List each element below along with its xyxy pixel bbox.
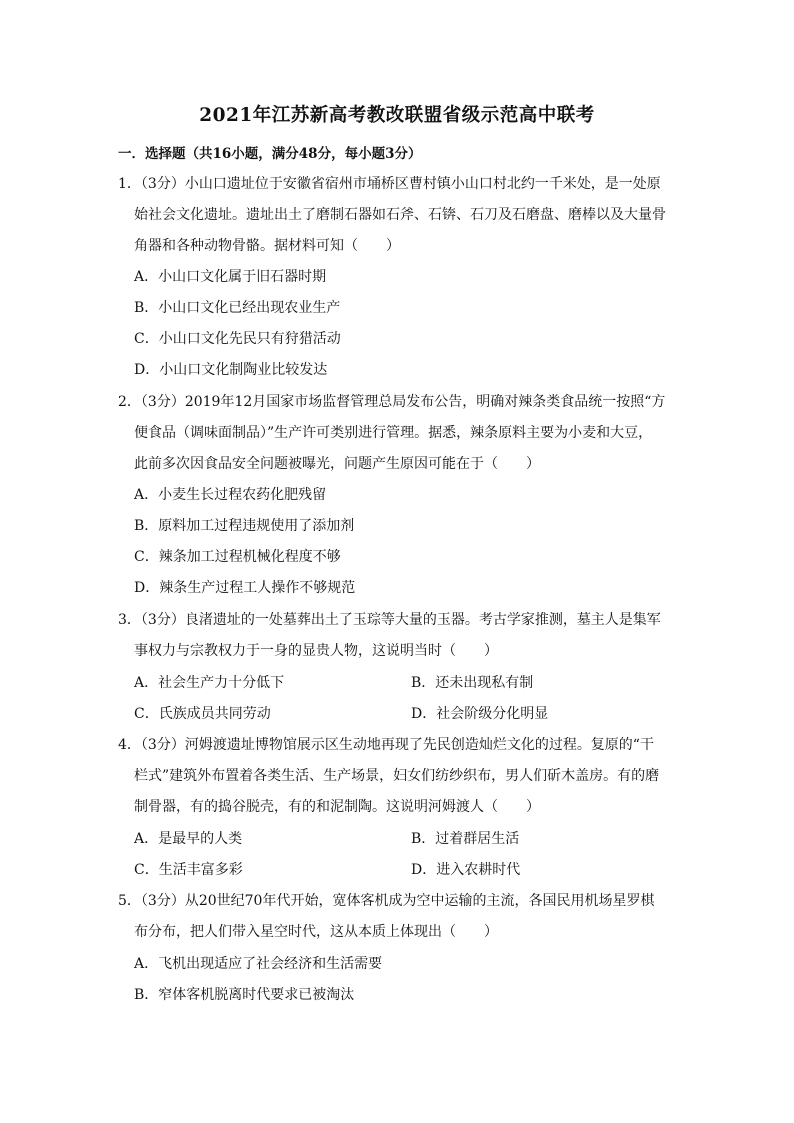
question-4-line-3: 制骨器，有的捣谷脱壳，有的和泥制陶。这说明河姆渡人（ ） <box>134 799 540 815</box>
question-1-option-b[interactable]: B．小山口文化已经出现农业生产 <box>134 300 341 316</box>
question-4-line-2: 栏式”建筑外布置着各类生活、生产场景，妇女们纺纱织布，男人们斫木盖房。有的磨 <box>134 768 660 784</box>
question-3-option-d[interactable]: D．社会阶级分化明显 <box>411 706 549 722</box>
question-3-line-2: 事权力与宗教权力于一身的显贵人物，这说明当时（ ） <box>134 643 498 659</box>
question-2-option-b[interactable]: B．原料加工过程违规使用了添加剂 <box>134 518 355 534</box>
question-1-option-c[interactable]: C．小山口文化先民只有狩猎活动 <box>134 331 341 347</box>
question-1-line-2: 始社会文化遗址。遗址出土了磨制石器如石斧、石锛、石刀及石磨盘、磨棒以及大量骨 <box>134 207 666 223</box>
question-4-option-a[interactable]: A．是最早的人类 <box>134 831 243 847</box>
question-2-option-c[interactable]: C．辣条加工过程机械化程度不够 <box>134 549 341 565</box>
question-2-option-a[interactable]: A．小麦生长过程农药化肥残留 <box>134 487 327 503</box>
question-5-line-1: 5．（3分）从20世纪70年代开始，宽体客机成为空中运输的主流，各国民用机场星罗棋 <box>118 893 655 909</box>
question-4-option-d[interactable]: D．进入农耕时代 <box>411 862 521 878</box>
question-3-option-a[interactable]: A．社会生产力十分低下 <box>134 675 285 691</box>
question-4-line-1: 4．（3分）河姆渡遗址博物馆展示区生动地再现了先民创造灿烂文化的过程。复原的“干 <box>118 737 654 753</box>
question-2-line-2: 便食品（调味面制品）”生产许可类别进行管理。据悉，辣条原料主要为小麦和大豆， <box>134 425 653 441</box>
question-3-option-c[interactable]: C．氏族成员共同劳动 <box>134 706 271 722</box>
question-1-option-a[interactable]: A．小山口文化属于旧石器时期 <box>134 269 327 285</box>
question-2-line-3: 此前多次因食品安全问题被曝光，问题产生原因可能在于（ ） <box>134 456 540 472</box>
question-1-option-d[interactable]: D．小山口文化制陶业比较发达 <box>134 362 328 378</box>
section-heading: 一．选择题（共16小题，满分48分，每小题3分） <box>118 146 422 162</box>
question-3-option-b[interactable]: B．还未出现私有制 <box>411 675 534 691</box>
question-5-option-b[interactable]: B．窄体客机脱离时代要求已被淘汰 <box>134 987 355 1003</box>
question-5-line-2: 布分布，把人们带入星空时代，这从本质上体现出（ ） <box>134 924 498 940</box>
question-5-option-a[interactable]: A．飞机出现适应了社会经济和生活需要 <box>134 956 383 972</box>
question-4-option-b[interactable]: B．过着群居生活 <box>411 831 520 847</box>
question-2-line-1: 2．（3分）2019年12月国家市场监督管理总局发布公告，明确对辣条类食品统一按照“方 <box>118 394 666 410</box>
question-3-line-1: 3．（3分）良渚遗址的一处墓葬出土了玉琮等大量的玉器。考古学家推测，墓主人是集军 <box>118 612 661 628</box>
page-title: 2021年江苏新高考教改联盟省级示范高中联考 <box>199 105 595 126</box>
question-2-option-d[interactable]: D．辣条生产过程工人操作不够规范 <box>134 580 356 596</box>
question-1-line-1: 1．（3分）小山口遗址位于安徽省宿州市埇桥区曹村镇小山口村北约一千米处，是一处原 <box>118 176 661 192</box>
question-1-line-3: 角器和各种动物骨骼。据材料可知（ ） <box>134 238 400 254</box>
question-4-option-c[interactable]: C．生活丰富多彩 <box>134 862 243 878</box>
